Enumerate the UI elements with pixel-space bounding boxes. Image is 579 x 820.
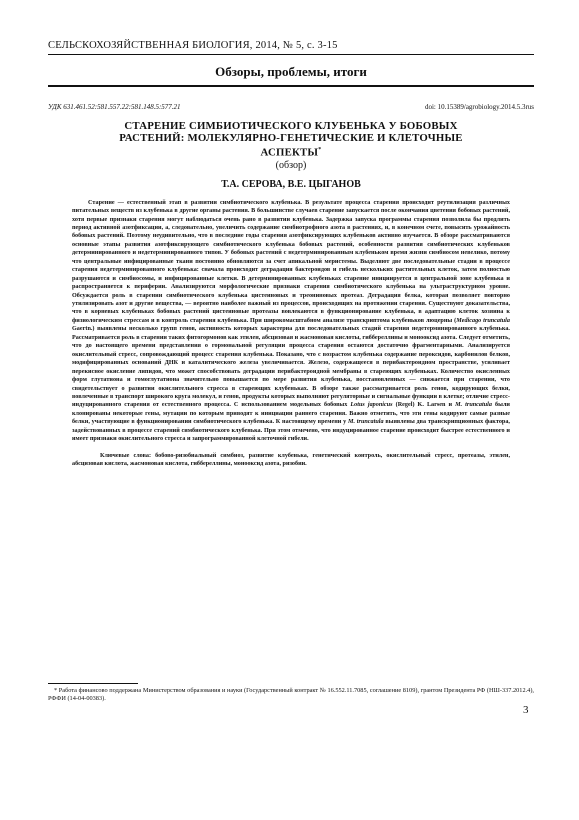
title-line	[48, 144, 534, 159]
article-meta	[48, 103, 534, 111]
footnote: * Работа финансово поддержана Министерством образования и науки (Государственный контракт № 16.552.11.7085, соглашение 8109), грантом Президента РФ (НШ-337.2012.4), РФФИ (14-04-00383).	[48, 687, 534, 702]
article-authors: Т.А. СЕРОВА, В.Е. ЦЫГАНОВ	[221, 178, 361, 190]
abstract-text: выявлены два транскрипционных фактора, задействованных в процессе старений симбиотического клубенька. При этом отмечено, что индуцированное старение происходит быстрее естественного и имеет признаки окислительного стресса и запрограммированной клеточной гибели.	[72, 419, 510, 443]
title-line: РАСТЕНИЙ: МОЛЕКУЛЯРНО-ГЕНЕТИЧЕСКИЕ И КЛЕТОЧНЫЕ	[119, 132, 463, 144]
article-page	[48, 40, 534, 469]
species-name: Lotus japonicus	[350, 402, 393, 409]
species-name: M. truncatula	[347, 419, 384, 426]
page-number: 3	[523, 704, 529, 716]
section-heading: Обзоры, проблемы, итоги	[48, 64, 534, 87]
abstract	[72, 199, 510, 444]
doi-link[interactable]: doi: 10.15389/agrobiology.2014.5.3rus	[424, 103, 534, 111]
abstract-text: Gaertn.) выявлены несколько групп генов, активность которых характерна для последовательных стадий старения недетерминированного клубенька. Рассматривается роль в старении таких фитогормонов как этилен, абсцизовая и жасмоновая кислоты, гиббереллины и монооксид азота. Следует отметить, что до настоящего времени представления о гормональной регуляции процесса старения остаются достаточно фрагментарными. Анализируется окислительный стресс, сопровождающий процесс старения клубенька. Показано, что с возрастом клубенька содержание пероксидов, карбонилов белков, модифицированных оснований ДНК и каталитического железа увеличивается. Железо, содержащееся в перибактероидном пространстве, усиливает перекисное окисление липидов, что может способствовать деградации перибактероидной мембраны в стареющих клубеньках. Количество окисленных форм глутатиона и гомоглутатиона значительно повышается по мере развития клубенька, восстановленных — снижается при старении, что свидетельствует о развитии окислительного стресса в стареющих клубеньках. В обзоре также рассматривается роль генов, кодирующих белки, вовлеченные в транспорт широкого круга молекул, и генов, продукты которых выполняют регуляторные и сигнальные функции в клетке; отличие стресс-индуцированного старения от естественного процесса. С использованием модельных бобовых	[72, 326, 510, 409]
udk-code: УДК 631.461.52:581.557.22:581.148.5:577.21	[48, 103, 181, 111]
species-name: Medicago truncatula	[456, 317, 510, 324]
abstract-text: (Regel) K. Larsen и	[392, 402, 456, 409]
footnote-divider	[48, 683, 138, 684]
title-text: АСПЕКТЫ	[260, 146, 319, 159]
article-type: (обзор)	[275, 159, 307, 171]
species-name: M. truncatula	[455, 402, 492, 409]
abstract-text: Старение — естественный этап в развитии симбиотического клубенька. В результате процесса старения происходит реутилизация различных питательных веществ из клубенька в другие органы растения. В большинстве случаев старение запускается после окончания цветения бобовых растений, хотя первые признаки старения могут наблюдаться очень рано в развитии клубенька. Задержка запуска программы старения позволила бы продлить период активной азотфиксации, а, следовательно, увеличить содержание симбиотрофного азота в растениях, и, в конечном счете, повысить урожайность бобовых растений. Поэтому неудивительно, что в последние годы старения азотфиксирующих клубеньков активно изучается. В обзоре рассматриваются основные этапы развития азотфиксирующего симбиотического клубенька бобовых растений, особенности развития симбиотических клубеньков детерминированного и недетерминированного типов. У бобовых растений с недетерминированным клубеньком время жизни симбиосом невелико, потому что центральные инфицированные ткани постоянно обновляются за счет апикальной меристемы. Выделяют две последовательные стадии в процессе старения недетерминированного клубенька: сначала происходит деградация бактероидов и гибель нескольких растительных клеток, затем полностью разрушаются и симбиосомы, и инфицированные клетки. В детерминированных клубеньках старение инициируется в центральной зоне клубенька и распространяется к периферии. Анализируются морфологические признаки старения симбиотического клубенька на ультраструктурном уровне. Обсуждается роль в старении симбиотического клубенька цистеиновых и треониновых протеаз. Деградация белка, которая позволяет повторно утилизировать азот и другие вещества, — вероятно наиболее важный из процессов, происходящих на протяжении старения. Существуют доказательства, что в корневых клубеньках бобовых растений цистеиновые протеазы вовлекаются в функционирование клубенька, в адаптацию клеток хозяина к физиологическим стрессам и в контроль старения клубенька. При широкомасштабном анализе транскриптома клубеньков люцерны (	[72, 199, 510, 324]
footnote-marker[interactable]: *	[318, 147, 322, 153]
keywords: Ключевые слова: бобово-ризобиальный симбиоз, развитие клубенька, генетический контроль, окислительный стресс, протеазы, этилен, абсцизовая кислота, жасмоновая кислота, гиббереллины, монооксид азота, ризобии.	[72, 452, 510, 468]
title-line: СТАРЕНИЕ СИМБИОТИЧЕСКОГО КЛУБЕНЬКА У БОБОВЫХ	[124, 120, 458, 132]
journal-header: СЕЛЬСКОХОЗЯЙСТВЕННАЯ БИОЛОГИЯ, 2014, № 5, с. 3-15	[48, 40, 534, 55]
abstract-text: были клонированы некоторые гены, мутации по которым приводят к инициации раннего старения. Важно отметить, что эти гены кодируют самые разные белки, участвующие в функционировании симбиотического клубенька. К настоящему времени у	[72, 402, 510, 426]
article-title	[48, 120, 534, 159]
